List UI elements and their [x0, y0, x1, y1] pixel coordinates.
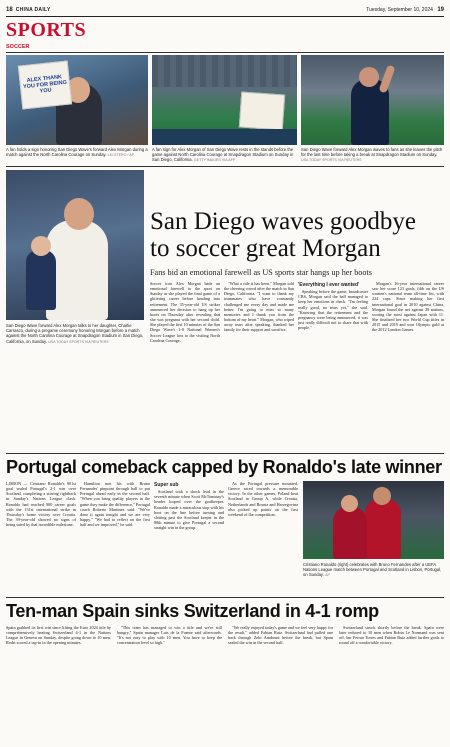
photo-caption-1	[6, 147, 148, 158]
photo-fan-sign-girl	[6, 55, 148, 145]
player-head	[359, 67, 379, 87]
story-2-text: LISBON — Cristiano Ronaldo's 901st goal sealed Portugal's 2-1 win over Scotland, completing a stirring fightback in Sunday's Nations League clash. Ronaldo had reached 900 career goals with the 131st international strike in Thursday's home victory over Croatia. The 39-year-old showed no signs of being sated by that incredible milestone.	[6, 481, 76, 528]
photo-caption-2	[152, 147, 297, 164]
player-arm	[378, 64, 395, 93]
stands	[152, 55, 297, 87]
page-number-left: 18	[6, 7, 13, 13]
story-1-column-1	[150, 281, 220, 451]
page-header	[6, 4, 444, 17]
ronaldo-figure	[365, 499, 401, 559]
photo-ronaldo-celebrates	[303, 481, 444, 559]
story-2-text: As the Portugal pressure mounted, Greece raced towards a memorable victory. In the other games, Poland beat Scotland in Group A, while Croatia, Netherlands and Bosnia and Herzegovina also picked up points on the first weekend of the competition.	[228, 481, 298, 517]
photo-morgan-daughter	[6, 170, 144, 320]
header-right	[366, 7, 444, 13]
caption-text: A fan holds a sign honoring San Diego Wave's forward Alex Morgan during a match against the North Carolina Courage on Sunday.	[6, 147, 148, 158]
divider	[6, 597, 444, 598]
caption-text: San Diego Wave forward Alex Morgan waves to fans as she leaves the pitch for the last time before taking a break at Snapdragon Stadium on Sunday.	[301, 147, 443, 158]
photo-credit: GETTY IMAGES VIA AFP	[193, 158, 236, 163]
story-2-column-3	[154, 481, 224, 597]
daughter-figure	[26, 250, 56, 310]
story-2-column-4	[228, 481, 298, 597]
seat-row	[152, 129, 297, 145]
section-subtitle: SOCCER	[6, 44, 30, 50]
story-2-subhead: Super sub	[154, 482, 179, 488]
story-3-text: Spain grabbed its first win since lifting the Euro 2024 title by comprehensively beating Switzerland 4-1 in the Nations League in Geneva on Sunday, despite going down to 10 men. Rodri scored a tap-in in the opening minutes.	[6, 625, 111, 646]
issue-date: Tuesday, September 10, 2024	[366, 7, 433, 13]
divider	[6, 453, 444, 454]
story-1-text: Speaking before the game, broadcaster CBS, Morgan said the ball managed to keep her emotions in check. "I'm feeling really good, no tears yet," she said. "Knowing that the retirement and the pregnancy were being announced, it was just really difficult not to share that with people."	[298, 289, 368, 331]
story-3-column-3	[228, 625, 333, 743]
headline-story-3: Ten-man Spain sinks Switzerland in 4-1 romp	[6, 601, 379, 621]
headline-story-2: Portugal comeback capped by Ronaldo's late winner	[6, 457, 442, 477]
story-2-text: Hamilton met his with Bruno Fernandes' pinpoint through ball to put Portugal ahead early in the second half. "When you bring quality players in the game they make the difference," Portugal coach Roberto Martinez said. "We've done it again tonight and we are very happy." "We had to reflect on the first half and we improved," he said.	[80, 481, 150, 528]
story-1-text: Morgan's 16-year international career saw her score 123 goals, fifth on the US women's national team all-time list, with 224 caps. Since making her first international goal in 2010 against China, Morgan found the net against 28 nations, scoring the most against Japan with 11. She finalized her two World Cup titles in 2015 and 2019 and won Olympic gold at the 2012 London Games.	[372, 281, 444, 333]
story-3-text: "This team has managed to win a title and we're still hungry," Spain manager Luis de la Fuente said afterwards. "It's not easy to play with 10 men. You have to keep the concentration level so high."	[117, 625, 222, 646]
morgan-head	[64, 198, 94, 230]
story-1-text: Soccer icon Alex Morgan bade an emotional farewell to the sport on Sunday as she played the final game of a glittering career before heading into retirement. The 35-year-old US striker announced her decision to hang up her boots on Thursday after revealing that she was pregnant with her second child. She played the first 10 minutes of the San Diego Wave's 1-0 National Women's Soccer League loss to the visiting North Carolina Courage.	[150, 281, 220, 343]
story-2-column-2	[80, 481, 150, 597]
story-2-column-1	[6, 481, 76, 597]
dek-story-1: Fans bid an emotional farewell as US sports star hangs up her boots	[150, 268, 372, 277]
section-title: SPORTS	[6, 19, 87, 41]
daughter-head	[31, 236, 51, 256]
photo-credit: USA TODAY SPORTS VIA REUTERS	[301, 158, 362, 163]
photo-credit: LM OTERO / AP	[107, 153, 135, 158]
fan-sign	[18, 61, 72, 110]
story-2-text: Scotland took a shock lead in the seventh minute when Scott McTominay's header looped over the goalkeeper. Ronaldo made a miraculous stop with his boot on the line before turning and slotting past the Scotland keeper in the 88th minute to give Portugal a second straight win in the group.	[154, 489, 224, 531]
page-number-right: 19	[437, 7, 444, 13]
sign-card	[239, 92, 285, 131]
photo-caption-3	[301, 147, 444, 164]
story-3-column-2	[117, 625, 222, 743]
story-1-subhead: 'Everything I ever wanted'	[298, 282, 360, 288]
story-3-text: Switzerland struck shortly before the break. Spain were later reduced to 10 men when Robin Le Normand was sent off, but Ferran Torres and Fabian Ruiz added further goals to round off a comfortable victory.	[339, 625, 444, 646]
photo-stadium-sign	[152, 55, 297, 145]
brand-name: CHINA DAILY	[15, 7, 51, 13]
caption-text: San Diego Wave forward Alex Morgan talks to her daughter, Charlie Carrasco, during a pregame ceremony honoring Morgan before a match against the North Carolina Courage at Snapdragon Stadium in San Diego, California, on Sunday.	[6, 323, 144, 344]
photo-credit: AP	[325, 573, 330, 578]
story-1-column-4	[372, 281, 444, 451]
photo-caption-4	[6, 323, 144, 345]
story-3-text: "We really enjoyed today's game and we feel very happy for the result," added Fabian Ruiz. Switzerland had pulled one back through Zeki Amdouni before the break, but Spain sealed the win in the second half.	[228, 625, 333, 646]
divider	[6, 52, 444, 53]
ronaldo-head	[373, 487, 391, 505]
headline-story-1: San Diego waves goodbye to soccer great Morgan	[150, 208, 416, 262]
photo-caption-5	[303, 562, 444, 579]
teammate-figure	[333, 507, 367, 559]
photo-credit: USA TODAY SPORTS VIA REUTERS	[48, 339, 109, 344]
story-3-column-4	[339, 625, 444, 743]
fan-sign-text: ALEX THANK YOU FOR BEING YOU	[22, 74, 68, 95]
story-1-column-3	[298, 281, 368, 451]
story-1-column-2	[224, 281, 294, 451]
story-1-text: "What a ride it has been," Morgan told the cheering crowd after the match in San Diego, California. "I want to thank my teammates who have constantly challenged me every day and made me better. I'm going to miss so many memories and I thank you from the bottom of my heart." Morgan, who wiped away tears after speaking, thanked her family for their support and sacrifice.	[224, 281, 294, 333]
photo-morgan-waves	[301, 55, 444, 145]
caption-text: A fan sign for Alex Morgan of San Diego Wave rests in the stands before the game against North Carolina Courage at Snapdragon Stadium on Sunday in San Diego, California.	[152, 147, 294, 163]
story-3-column-1	[6, 625, 111, 743]
caption-text: Cristiano Ronaldo (right) celebrates with Bruno Fernandes after a UEFA Nations League match between Portugal and Scotland in Lisbon, Portugal, on Sunday.	[303, 562, 442, 578]
teammate-head	[341, 495, 358, 512]
divider	[6, 166, 444, 167]
